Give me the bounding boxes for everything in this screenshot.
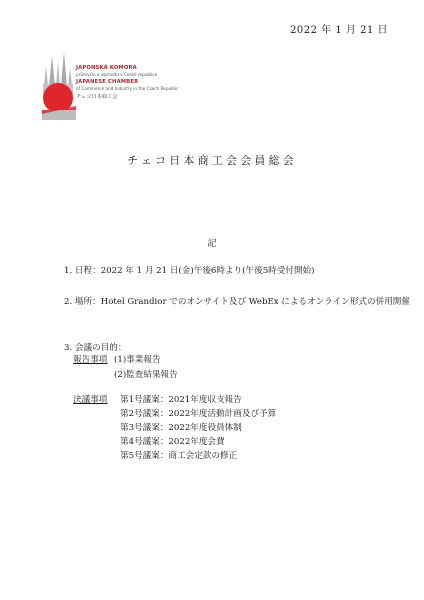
document-date: 2022 年 1 月 21 日 (290, 25, 388, 36)
logo-text-line4: of Commerce and Industry in the Czech Republic (76, 86, 179, 91)
resolution-item: 第2号議案：2022年度活動計画及び予算 (120, 409, 277, 419)
agenda-item-venue: 2. 場所：Hotel Grandior でのオンサイト及び WebEx によるオンライン形式の併用開催 (64, 297, 410, 307)
chamber-logo (40, 52, 180, 124)
logo-text-line2: průmyslu a obchodu v České republice (76, 72, 158, 77)
resolution-item: 第3号議案：2022年度役員体制 (120, 423, 242, 433)
resolution-item: 第5号議案：商工会定款の修正 (120, 451, 238, 461)
reports-label: 報告事項 (73, 355, 108, 365)
report-item: (1)事業報告 (114, 355, 161, 365)
resolution-item: 第4号議案：2022年度会費 (120, 437, 225, 447)
agenda-item-purpose: 3. 会議の目的： (64, 343, 127, 353)
report-item: (2)監査結果報告 (114, 370, 178, 380)
document-title: チェコ日本商工会会員総会 (126, 154, 298, 167)
resolutions-label: 決議事項 (73, 395, 108, 405)
agenda-item-schedule: 1. 日程：2022 年 1 月 21 日(金)午後6時より(午後5時受付開始) (64, 266, 315, 276)
logo-text-line5: チェコ日本商工会 (76, 94, 118, 100)
logo-emblem-icon (40, 52, 76, 124)
ki-heading: 記 (207, 239, 217, 249)
logo-text-line1: JAPONSKÁ KOMORA (76, 65, 137, 71)
logo-text-line3: JAPANESE CHAMBER (76, 79, 139, 85)
resolution-item: 第1号議案：2021年度収支報告 (120, 395, 242, 405)
